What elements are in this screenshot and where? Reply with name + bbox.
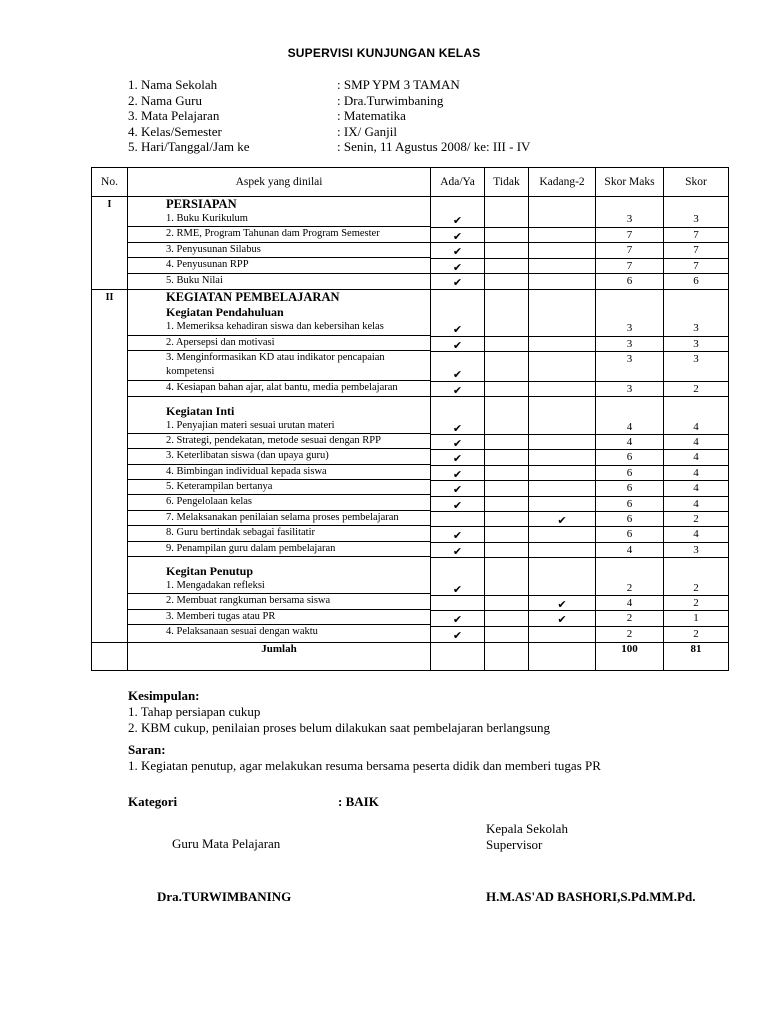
- check-icon: ✔: [452, 260, 463, 274]
- check-cell-ada: [431, 212, 484, 227]
- check-cell-ada: [431, 420, 484, 435]
- check-cell-tidak: [485, 243, 528, 258]
- skor-maks-cell: 6: [596, 512, 663, 527]
- skor-cell: 3: [664, 352, 728, 382]
- check-cell-ada: [431, 321, 484, 336]
- check-cell-ada: [431, 382, 484, 397]
- check-cell-kadang: [529, 543, 595, 558]
- group-spacer: [431, 397, 484, 404]
- aspect-item: 2. RME, Program Tahunan dam Program Semester: [128, 227, 430, 242]
- check-cell-kadang: [529, 337, 595, 352]
- column-skor-maks: [596, 197, 664, 290]
- check-icon: ✔: [452, 229, 463, 243]
- spacer-cell: [529, 197, 595, 212]
- check-cell-kadang: [529, 466, 595, 481]
- check-icon: ✔: [452, 245, 463, 259]
- aspect-item: 1. Buku Kurikulum: [128, 212, 430, 227]
- check-cell-kadang: [529, 450, 595, 465]
- group-spacer: [485, 558, 528, 565]
- column-skor-maks: [596, 290, 664, 643]
- check-cell-kadang: [529, 259, 595, 274]
- check-icon: ✔: [452, 544, 463, 558]
- aspect-item: 9. Penampilan guru dalam pembelajaran: [128, 542, 430, 557]
- spacer-cell: [485, 197, 528, 212]
- spacer-cell: [431, 565, 484, 580]
- check-cell-ada: [431, 450, 484, 465]
- check-cell-tidak: [485, 596, 528, 611]
- skor-maks-cell: 4: [596, 420, 663, 435]
- skor-cell: 7: [664, 228, 728, 243]
- aspect-item: 8. Guru bertindak sebagai fasilitatir: [128, 526, 430, 541]
- check-cell-tidak: [485, 228, 528, 243]
- column-skor: [664, 290, 729, 643]
- skor-cell: 6: [693, 274, 699, 287]
- check-cell-tidak: [485, 450, 528, 465]
- section-number: I: [92, 197, 128, 290]
- saran-title: Saran:: [128, 742, 166, 757]
- info-row: [128, 93, 530, 109]
- section-number: II: [92, 290, 128, 643]
- check-cell-tidak: [485, 259, 528, 274]
- total-label: Jumlah: [128, 643, 431, 671]
- section-aspek: [128, 290, 431, 643]
- signature-left-name: Dra.TURWIMBANING: [157, 889, 292, 904]
- check-cell-ada: [431, 581, 484, 596]
- check-cell-tidak: [485, 527, 528, 542]
- info-label: 4. Kelas/Semester: [128, 123, 222, 139]
- skor-maks-cell: 6: [596, 481, 663, 496]
- spacer-cell: [664, 404, 728, 419]
- check-cell-kadang: [529, 274, 595, 289]
- check-icon: ✔: [452, 275, 463, 289]
- check-cell-tidak: [485, 382, 528, 397]
- assessment-table: [91, 167, 729, 671]
- group-spacer: [128, 397, 430, 404]
- check-cell-tidak: [485, 274, 528, 289]
- info-value: : Dra.Turwimbaning: [337, 92, 444, 108]
- spacer-cell: [431, 404, 484, 419]
- spacer-cell: [596, 565, 663, 580]
- header-ada: Ada/Ya: [431, 168, 485, 197]
- check-icon: ✔: [557, 514, 567, 528]
- group-spacer: [529, 397, 595, 404]
- saran-item: 1. Kegiatan penutup, agar melakukan resuma bersama peserta didik dan memberi tugas PR: [128, 758, 601, 773]
- section-title: PERSIAPAN: [166, 197, 237, 211]
- aspect-item: 4. Bimbingan individual kepada siswa: [128, 465, 430, 480]
- check-cell-tidak: [485, 337, 528, 352]
- skor-cell: 2: [664, 596, 728, 611]
- info-value: : IX/ Ganjil: [337, 123, 397, 139]
- check-cell-kadang: [529, 581, 595, 596]
- check-cell-ada: [431, 466, 484, 481]
- check-icon: ✔: [452, 498, 463, 512]
- skor-cell: 1: [664, 611, 728, 626]
- check-icon: ✔: [557, 597, 567, 611]
- check-cell-ada: [431, 596, 484, 611]
- check-cell-kadang: [529, 352, 595, 382]
- signature-right-role-2: Supervisor: [486, 837, 543, 852]
- check-cell-kadang: [529, 481, 595, 496]
- conclusion-block: [128, 688, 601, 774]
- section-title: KEGIATAN PEMBELAJARAN: [166, 290, 340, 305]
- aspect-item: 2. Apersepsi dan motivasi: [128, 336, 430, 351]
- check-cell-ada: [431, 243, 484, 258]
- spacer-cell: [529, 306, 595, 321]
- skor-maks-cell: 4: [596, 596, 663, 611]
- table-header-row: [92, 168, 729, 197]
- group-subtitle: Kegiatan Pendahuluan: [166, 305, 284, 320]
- kategori-label: Kategori: [128, 794, 178, 809]
- check-cell-ada: [431, 497, 484, 512]
- aspect-item: 1. Memeriksa kehadiran siswa dan kebersihan kelas: [128, 320, 430, 335]
- skor-maks-cell: 7: [596, 243, 663, 258]
- column-ada: [431, 290, 485, 643]
- spacer-cell: [664, 197, 728, 212]
- check-icon: ✔: [452, 452, 463, 466]
- check-cell-kadang: [529, 435, 595, 450]
- check-icon: ✔: [452, 483, 463, 497]
- kesimpulan-title: Kesimpulan:: [128, 688, 200, 703]
- info-block: [128, 77, 530, 155]
- aspect-item: 7. Melaksanakan penilaian selama proses pembelajaran: [128, 511, 430, 526]
- info-row: [128, 139, 530, 155]
- spacer-cell: [529, 290, 595, 305]
- section-row: [92, 197, 729, 290]
- check-icon: ✔: [452, 529, 463, 543]
- spacer-cell: [485, 290, 528, 305]
- header-kadang: Kadang-2: [529, 168, 596, 197]
- header-skor: Skor: [664, 168, 729, 197]
- section-row: [92, 290, 729, 643]
- kesimpulan-item: 1. Tahap persiapan cukup: [128, 704, 261, 719]
- skor-maks-cell: 2: [626, 627, 633, 640]
- total-max: 100: [596, 643, 664, 671]
- skor-cell: 2: [664, 512, 728, 527]
- skor-cell: 4: [664, 497, 728, 512]
- info-row: [128, 108, 530, 124]
- check-cell-tidak: [485, 212, 528, 227]
- check-cell-tidak: [485, 543, 528, 558]
- skor-cell: 4: [664, 435, 728, 450]
- skor-cell: 7: [664, 243, 728, 258]
- spacer-cell: [664, 565, 728, 580]
- check-cell-ada: [431, 274, 484, 289]
- total-row: [92, 643, 729, 671]
- group-spacer: [431, 558, 484, 565]
- aspect-item: 5. Buku Nilai: [166, 274, 223, 286]
- check-cell-kadang: [529, 497, 595, 512]
- aspect-item: 3. Keterlibatan siswa (dan upaya guru): [128, 449, 430, 464]
- check-cell-kadang: [529, 627, 595, 642]
- check-cell-ada: [431, 512, 484, 527]
- check-cell-kadang: [529, 212, 595, 227]
- spacer-cell: [596, 290, 663, 305]
- group-spacer: [529, 558, 595, 565]
- aspect-item: 1. Mengadakan refleksi: [128, 579, 430, 594]
- skor-cell: 3: [664, 543, 728, 558]
- skor-cell: 2: [664, 581, 728, 596]
- check-cell-kadang: [529, 321, 595, 336]
- document-title: SUPERVISI KUNJUNGAN KELAS: [287, 46, 481, 60]
- header-aspek: Aspek yang dinilai: [128, 168, 431, 197]
- skor-maks-cell: 6: [626, 274, 633, 287]
- info-row: [128, 124, 530, 140]
- info-label: 1. Nama Sekolah: [128, 77, 218, 92]
- check-cell-tidak: [485, 466, 528, 481]
- aspect-item: 3. Memberi tugas atau PR: [128, 610, 430, 625]
- check-icon: ✔: [452, 214, 463, 228]
- info-value: : Matematika: [337, 108, 406, 123]
- signature-left-role: Guru Mata Pelajaran: [172, 836, 281, 851]
- info-label: 2. Nama Guru: [128, 92, 203, 108]
- total-skor: 81: [664, 643, 729, 671]
- info-value: : SMP YPM 3 TAMAN: [337, 77, 460, 92]
- skor-maks-cell: 4: [596, 435, 663, 450]
- check-cell-ada: [431, 337, 484, 352]
- check-cell-ada: [431, 543, 484, 558]
- spacer-cell: [485, 565, 528, 580]
- header-skor-maks: Skor Maks: [596, 168, 664, 197]
- group-spacer: [664, 558, 728, 565]
- skor-maks-cell: 3: [596, 352, 663, 382]
- spacer-cell: [664, 290, 728, 305]
- check-icon: ✔: [452, 437, 463, 451]
- skor-maks-cell: 7: [596, 228, 663, 243]
- group-spacer: [485, 397, 528, 404]
- spacer-cell: [529, 565, 595, 580]
- skor-maks-cell: 4: [596, 543, 663, 558]
- kategori-value: : BAIK: [338, 794, 379, 809]
- skor-maks-cell: 3: [596, 321, 663, 336]
- check-cell-kadang: [529, 596, 595, 611]
- check-cell-ada: [431, 611, 484, 626]
- check-icon: ✔: [452, 323, 463, 337]
- skor-maks-cell: 6: [596, 466, 663, 481]
- check-icon: ✔: [452, 467, 463, 481]
- check-cell-tidak: [485, 321, 528, 336]
- check-cell-kadang: [529, 420, 595, 435]
- spacer-cell: [596, 404, 663, 419]
- skor-cell: 4: [664, 481, 728, 496]
- spacer-cell: [596, 306, 663, 321]
- skor-cell: 4: [664, 420, 728, 435]
- skor-maks-cell: 6: [596, 450, 663, 465]
- spacer-cell: [596, 197, 663, 212]
- signature-right-role-1: Kepala Sekolah: [486, 821, 568, 836]
- spacer-cell: [431, 197, 484, 212]
- check-cell-tidak: [485, 627, 528, 642]
- skor-maks-cell: 2: [596, 581, 663, 596]
- info-value: : Senin, 11 Agustus 2008/ ke: III - IV: [337, 139, 531, 154]
- aspect-item: 2. Membuat rangkuman bersama siswa: [128, 594, 430, 609]
- skor-maks-cell: 2: [596, 611, 663, 626]
- aspect-item: 3. Penyusunan Silabus: [128, 243, 430, 258]
- check-cell-ada: [431, 228, 484, 243]
- section-aspek: [128, 197, 431, 290]
- group-spacer: [128, 557, 430, 564]
- column-ada: [431, 197, 485, 290]
- check-cell-tidak: [485, 497, 528, 512]
- skor-cell: 3: [664, 212, 728, 227]
- check-cell-kadang: [529, 611, 595, 626]
- aspect-item: 4. Kesiapan bahan ajar, alat bantu, media pembelajaran: [128, 381, 430, 396]
- check-cell-ada: [431, 352, 484, 382]
- info-label: 5. Hari/Tanggal/Jam ke: [128, 139, 250, 154]
- group-spacer: [596, 558, 663, 565]
- signature-right-name: H.M.AS'AD BASHORI,S.Pd.MM.Pd.: [486, 889, 696, 904]
- check-cell-tidak: [485, 481, 528, 496]
- aspect-item: 3. Menginformasikan KD atau indikator pencapaian kompetensi: [128, 351, 430, 381]
- spacer-cell: [485, 404, 528, 419]
- check-icon: ✔: [452, 628, 463, 642]
- check-icon: ✔: [452, 383, 463, 397]
- check-cell-tidak: [485, 352, 528, 382]
- aspect-item: 4. Pelaksanaan sesuai dengan waktu: [166, 626, 318, 638]
- group-spacer: [596, 397, 663, 404]
- column-tidak: [485, 290, 529, 643]
- check-cell-kadang: [529, 243, 595, 258]
- skor-maks-cell: 6: [596, 527, 663, 542]
- column-kadang: [529, 290, 596, 643]
- aspect-item: 1. Penyajian materi sesuai urutan materi: [128, 419, 430, 434]
- check-cell-kadang: [529, 382, 595, 397]
- group-subtitle: Kegiatan Inti: [166, 403, 235, 418]
- group-spacer: [664, 397, 728, 404]
- check-cell-tidak: [485, 420, 528, 435]
- skor-maks-cell: 7: [596, 259, 663, 274]
- skor-cell: 3: [664, 337, 728, 352]
- spacer-cell: [431, 306, 484, 321]
- skor-cell: 4: [664, 450, 728, 465]
- header-no: No.: [92, 168, 128, 197]
- skor-cell: 3: [664, 321, 728, 336]
- check-icon: ✔: [452, 582, 463, 596]
- check-cell-kadang: [529, 512, 595, 527]
- check-cell-kadang: [529, 228, 595, 243]
- skor-maks-cell: 3: [596, 382, 663, 397]
- check-cell-ada: [431, 435, 484, 450]
- check-cell-ada: [431, 527, 484, 542]
- skor-maks-cell: 3: [596, 212, 663, 227]
- skor-maks-cell: 3: [596, 337, 663, 352]
- check-cell-tidak: [485, 581, 528, 596]
- column-skor: [664, 197, 729, 290]
- check-cell-ada: [431, 259, 484, 274]
- check-icon: ✔: [557, 613, 567, 627]
- spacer-cell: [664, 306, 728, 321]
- group-subtitle: Kegitan Penutup: [166, 564, 254, 579]
- check-icon: ✔: [452, 613, 463, 627]
- aspect-item: 5. Keterampilan bertanya: [128, 480, 430, 495]
- info-row: [128, 77, 530, 93]
- header-tidak: Tidak: [485, 168, 529, 197]
- skor-cell: 4: [664, 466, 728, 481]
- check-cell-tidak: [485, 512, 528, 527]
- info-label: 3. Mata Pelajaran: [128, 108, 220, 123]
- aspect-item: 4. Penyusunan RPP: [128, 258, 430, 273]
- column-kadang: [529, 197, 596, 290]
- check-cell-ada: [431, 481, 484, 496]
- skor-cell: 2: [664, 382, 728, 397]
- check-cell-tidak: [485, 611, 528, 626]
- check-cell-kadang: [529, 527, 595, 542]
- skor-cell: 4: [664, 527, 728, 542]
- aspect-item: 6. Pengelolaan kelas: [128, 495, 430, 510]
- spacer-cell: [485, 306, 528, 321]
- kesimpulan-item: 2. KBM cukup, penilaian proses belum dilakukan saat pembelajaran berlangsung: [128, 720, 551, 735]
- signature-right-role: [486, 821, 568, 853]
- check-icon: ✔: [452, 338, 463, 352]
- spacer-cell: [431, 290, 484, 305]
- skor-cell: 2: [693, 627, 699, 640]
- spacer-cell: [529, 404, 595, 419]
- check-cell-tidak: [485, 435, 528, 450]
- check-icon: ✔: [452, 367, 463, 381]
- check-icon: ✔: [452, 421, 463, 435]
- check-cell-ada: [431, 627, 484, 642]
- aspect-item: 2. Strategi, pendekatan, metode sesuai dengan RPP: [128, 434, 430, 449]
- skor-cell: 7: [664, 259, 728, 274]
- skor-maks-cell: 6: [596, 497, 663, 512]
- column-tidak: [485, 197, 529, 290]
